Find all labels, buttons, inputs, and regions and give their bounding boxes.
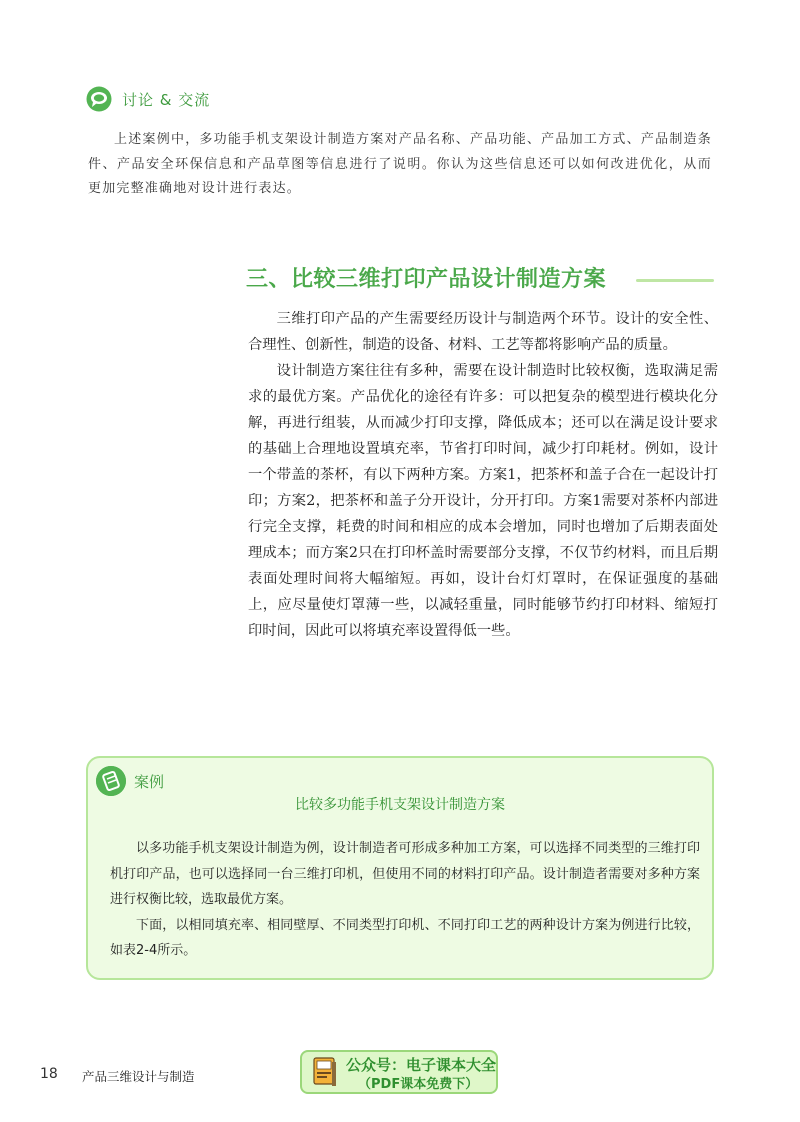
section-title: 三、比较三维打印产品设计制造方案 <box>246 267 607 292</box>
case-title: 比较多功能手机支架设计制造方案 <box>295 797 505 813</box>
speech-bubble-icon <box>86 86 112 112</box>
section-paragraph-2: 设计制造方案往往有多种，需要在设计制造时比较权衡，选取满足需求的最优方案。产品优化的途径有许多：可以把复杂的模型进行模块化分解，再进行组装，从而减少打印支撑，降低成本；还可以在满足设计要求的基础上合理地设置填充率，节省打印时间，减少打印耗材。例如，设计一个带盖的茶杯，有以下两种方案。方案1，把茶杯和盖子合在一起设计打印；方案2，把茶杯和盖子分开设计，分开打印。方案1需要对茶杯内部进行完全支撑，耗费的时间和相应的成本会增加，同时也增加了后期表面处理成本；而方案2只在打印杯盖时需要部分支撑，不仅节约材料，而且后期表面处理时间将大幅缩短。再如，设计台灯灯罩时，在保证强度的基础上，应尽量使灯罩薄一些，以减轻重量，同时能够节约打印材料、缩短打印时间，因此可以将填充率设置得低一些。 <box>248 363 718 639</box>
book-icon <box>312 1056 338 1088</box>
book-title: 产品三维设计与制造 <box>82 1069 195 1084</box>
section-body <box>248 306 718 644</box>
discussion-body: 上述案例中，多功能手机支架设计制造方案对产品名称、产品功能、产品加工方式、产品制造条件、产品安全环保信息和产品草图等信息进行了说明。你认为这些信息还可以如何改进优化，从而更加完整准确地对设计进行表达。 <box>88 132 712 196</box>
case-paragraph-1: 以多功能手机支架设计制造为例，设计制造者可形成多种加工方案，可以选择不同类型的三维打印机打印产品，也可以选择同一台三维打印机，但使用不同的材料打印产品。设计制造者需要对多种方案进行权衡比较，选取最优方案。 <box>110 841 700 907</box>
section-paragraph-1: 三维打印产品的产生需要经历设计与制造两个环节。设计的安全性、合理性、创新性，制造的设备、材料、工艺等都将影响产品的质量。 <box>248 311 718 353</box>
case-icon <box>96 766 126 796</box>
discussion-title: 讨论 & 交流 <box>122 90 211 109</box>
page-number: 18 <box>40 1066 58 1082</box>
case-box <box>86 756 714 980</box>
discussion-header <box>86 86 210 112</box>
case-paragraph-2: 下面，以相同填充率、相同壁厚、不同类型打印机、不同打印工艺的两种设计方案为例进行比较，如表2-4所示。 <box>110 917 700 958</box>
watermark-banner <box>300 1050 498 1094</box>
watermark-line-1: 公众号：电子课本大全 <box>346 1056 497 1074</box>
case-body <box>110 836 700 964</box>
case-label: 案例 <box>134 773 165 791</box>
section-title-rule <box>636 279 714 282</box>
watermark-line-2: （PDF课本免费下） <box>358 1077 479 1092</box>
